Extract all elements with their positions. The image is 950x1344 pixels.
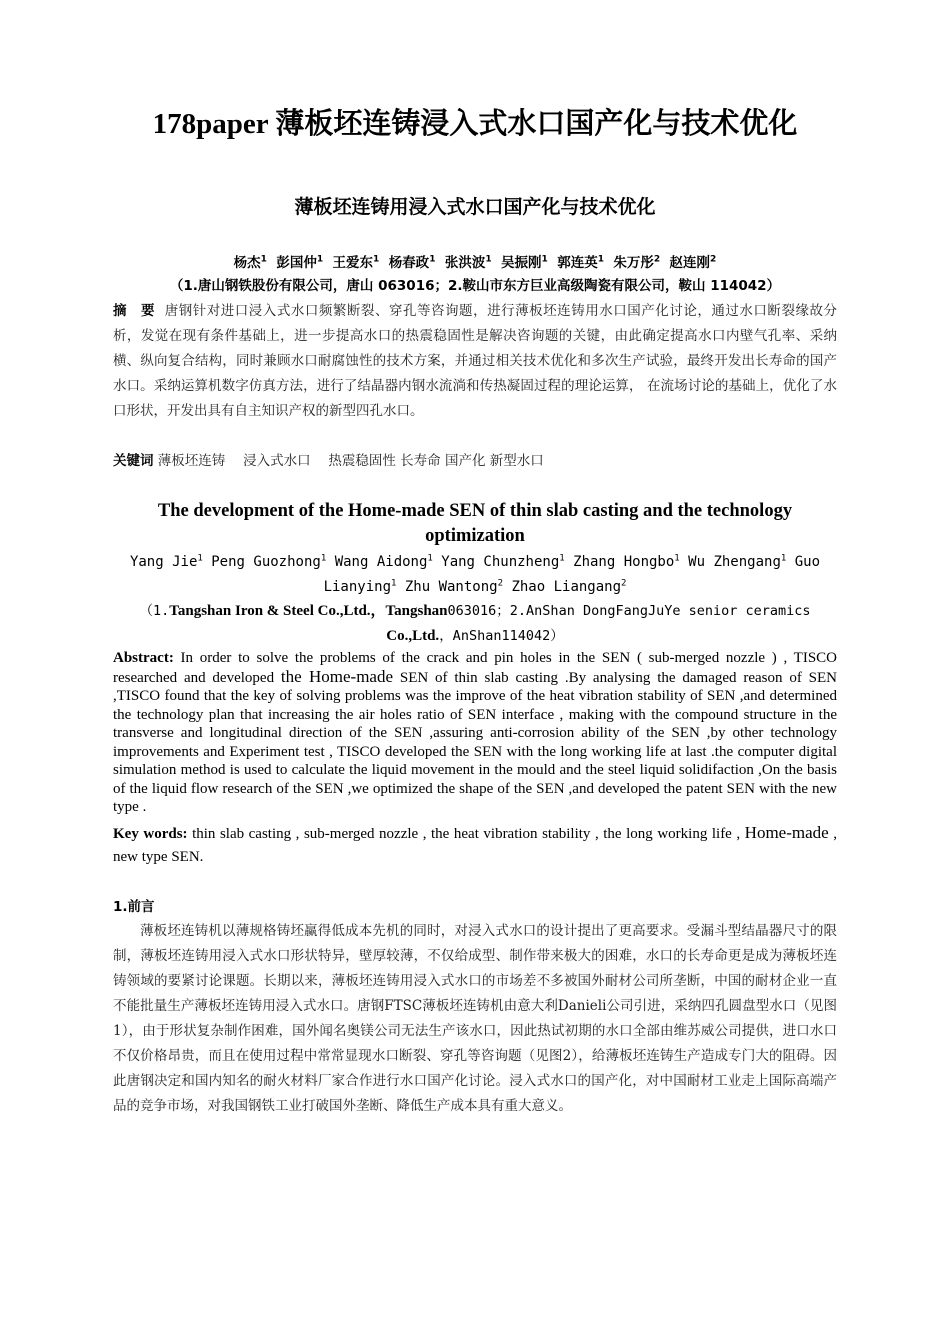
author: 朱万彤$^2$ (613, 254, 661, 271)
english-abstract: Abstract: In order to solve the problems of the crack and pin holes in the SEN ( sub-merged nozzle ) , TISCO researched and developed the Home-made SEN of thin slab casting .By analysing the damaged reason of SEN ,TISCO found that the key of solving problems was the improve of the heat vibration stability of SEN ,and determined the technology plan that increasing the air holes ratio of SEN interface , making with the compound structure in the transverse and longitudinal direction of the SEN ,assuring anti-corrosion ability of the SEN ,by other technology improvements and Experiment test , TISCO developed the SEN with the long working life at last .the computer digital simulation method is used to calculate the liquid movement in the mould and the steel liquid solidifaction ,On the basis of the liquid flow research of the SEN ,we optimized the shape of the SEN ,and developed the patent SEN with the new type . (113, 650, 837, 815)
abstract-text: 唐钢针对进口浸入式水口频繁断裂、穿孔等咨询题，进行薄板坯连铸用水口国产化讨论，通过水口断裂缘故分析，发觉在现有条件基础上，进一步提高水口的热震稳固性是解决咨询题的关键，由此确定提高水口内壁气孔率、采纳横、纵向复合结构，同时兼顾水口耐腐蚀性的技术方案，并通过相关技术优化和多次生产试验，最终开发出长寿命的国产水口。采纳运算机数字仿真方法，进行了结晶器内钢水流淌和传热凝固过程的理论运算， 在流场讨论的基础上，优化了水口形状，开发出具有自主知识产权的新型四孔水口。 (113, 303, 838, 419)
keywords-label: Key words: (113, 826, 188, 842)
author: Wu Zhengang$^1$ (688, 553, 787, 570)
author: Wang Aidong$^1$ (334, 553, 433, 570)
english-affiliation: （1.Tangshan Iron & Steel Co.,Ltd.，Tangshan063016；2.AnShan DongFangJuYe senior ceramics Co.,Ltd.，AnShan114042） (139, 603, 811, 644)
author: 杨杰$^1$ (233, 254, 267, 271)
abstract-label: Abstract: (113, 650, 174, 666)
chinese-title: 薄板坯连铸用浸入式水口国产化与技术优化 (294, 196, 656, 218)
chinese-author-list (113, 252, 837, 274)
english-title: The development of the Home-made SEN of thin slab casting and the technology optimization (157, 501, 793, 546)
author: 王爱东$^1$ (332, 254, 380, 271)
chinese-keywords (113, 449, 837, 474)
author: 彭国仲$^1$ (276, 254, 324, 271)
author: Yang Jie$^1$ (129, 553, 203, 570)
author: Zhu Wantong$^2$ (404, 578, 503, 595)
keywords-label: 关键词 (113, 453, 154, 469)
author: Zhao Liangang$^2$ (511, 578, 627, 595)
section-heading: 1.前言 (113, 899, 155, 915)
author: 赵连刚$^2$ (669, 254, 717, 271)
author: 吴振刚$^1$ (501, 254, 548, 271)
author: Zhang Hongbo$^1$ (573, 553, 680, 570)
english-keywords: Key words: thin slab casting , sub-merged nozzle , the heat vibration stability , the long working life , Home-made , new type SEN. (113, 823, 837, 865)
body-paragraph: 薄板坯连铸机以薄规格铸坯赢得低成本先机的同时，对浸入式水口的设计提出了更高要求。受漏斗型结晶器尺寸的限制，薄板坯连铸用浸入式水口形状特异，壁厚较薄，不仅给成型、制作带来极大的困难，水口的长寿命更是成为薄板坯连铸领域的要紧讨论课题。长期以来，薄板坯连铸用浸入式水口的市场差不多被国外耐材公司所垄断，中国的耐材企业一直不能批量生产薄板坯连铸用浸入式水口。唐钢FTSC薄板坯连铸机由意大利Danieli公司引进，采纳四孔圆盘型水口（见图1），由于形状复杂制作困难，国外闻名奥镁公司无法生产该水口，因此热试初期的水口全部由维苏威公司提供，进口水口不仅价格昂贵，而且在使用过程中常常显现水口断裂、穿孔等咨询题（见图2），给薄板坯连铸生产造成专门大的阻碍。因此唐钢决定和国内知名的耐火材料厂家合作进行水口国产化讨论。浸入式水口的国产化，对中国耐材工业走上国际高端产品的竞争市场，对我国钢铁工业打破国外垄断、降低生产成本具有重大意义。 (113, 923, 837, 1114)
document-title: 178paper 薄板坯连铸浸入式水口国产化与技术优化 (152, 108, 798, 140)
author: 杨春政$^1$ (388, 254, 436, 271)
author: Peng Guozhong$^1$ (211, 553, 327, 570)
author: Yang Chunzheng$^1$ (441, 553, 565, 570)
author: Guo Lianying$^1$ (323, 554, 821, 595)
keywords-text: 薄板坯连铸 浸入式水口 热震稳固性 长寿命 国产化 新型水口 (157, 453, 544, 469)
english-author-list (113, 550, 837, 600)
chinese-abstract (113, 299, 837, 424)
chinese-affiliation: （1.唐山钢铁股份有限公司，唐山 063016；2.鞍山市东方巨业高级陶瓷有限公司，鞍山 114042） (169, 278, 781, 294)
abstract-label: 摘 要 (113, 303, 156, 319)
author: 张洪波$^1$ (444, 254, 492, 271)
author: 郭连英$^1$ (557, 254, 604, 271)
